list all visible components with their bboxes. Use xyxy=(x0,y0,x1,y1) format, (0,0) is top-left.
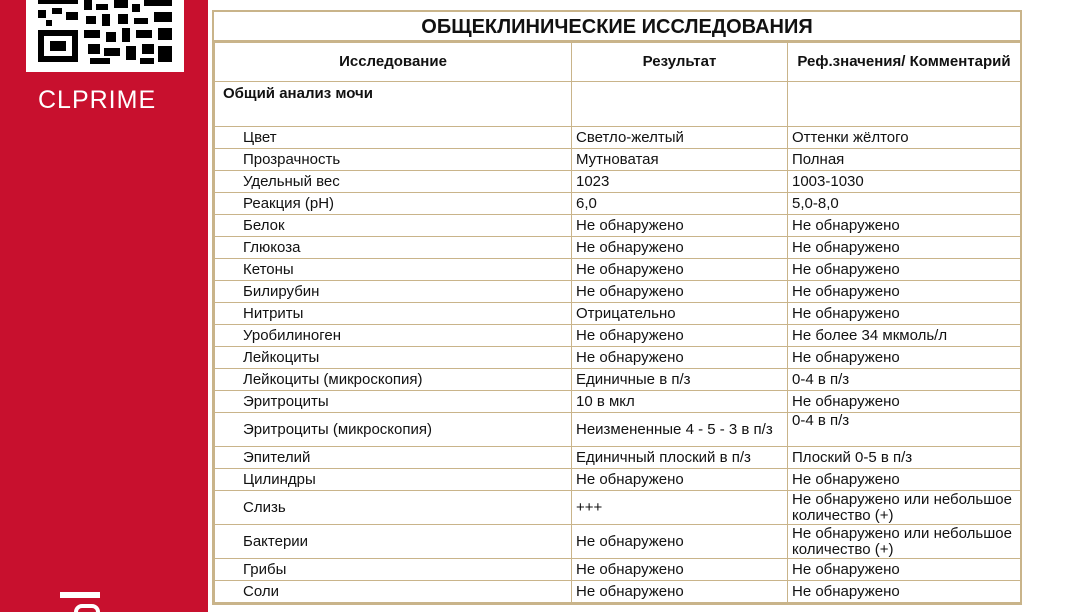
section-empty-cell xyxy=(572,82,788,127)
test-name: Эпителий xyxy=(215,447,572,469)
test-ref: 1003-1030 xyxy=(788,171,1021,193)
table-row xyxy=(215,325,1021,347)
table-row xyxy=(215,259,1021,281)
results-table xyxy=(214,42,1021,603)
qr-code xyxy=(26,0,184,72)
test-result: 1023 xyxy=(572,171,788,193)
table-row xyxy=(215,127,1021,149)
test-result: Не обнаружено xyxy=(572,525,788,559)
test-result: 6,0 xyxy=(572,193,788,215)
test-ref: Не обнаружено xyxy=(788,581,1021,603)
test-name: Реакция (pH) xyxy=(215,193,572,215)
test-ref: 5,0-8,0 xyxy=(788,193,1021,215)
brand-sidebar xyxy=(0,0,208,612)
test-ref: Не обнаружено xyxy=(788,469,1021,491)
test-result: Не обнаружено xyxy=(572,237,788,259)
test-ref: 0-4 в п/з xyxy=(788,369,1021,391)
test-name: Грибы xyxy=(215,559,572,581)
column-header-ref: Реф.значения/ Комментарий xyxy=(788,43,1021,82)
test-result: Не обнаружено xyxy=(572,281,788,303)
brand-mark-arc xyxy=(74,604,100,612)
test-name: Белок xyxy=(215,215,572,237)
section-empty-cell xyxy=(788,82,1021,127)
test-name: Удельный вес xyxy=(215,171,572,193)
table-row xyxy=(215,171,1021,193)
test-name: Глюкоза xyxy=(215,237,572,259)
table-row xyxy=(215,303,1021,325)
report-title: ОБЩЕКЛИНИЧЕСКИЕ ИССЛЕДОВАНИЯ xyxy=(214,12,1020,42)
table-row xyxy=(215,525,1021,559)
section-title: Общий анализ мочи xyxy=(215,82,572,127)
test-result: Не обнаружено xyxy=(572,469,788,491)
qr-code-icon xyxy=(34,0,176,68)
test-result: Отрицательно xyxy=(572,303,788,325)
test-name: Лейкоциты xyxy=(215,347,572,369)
table-row xyxy=(215,347,1021,369)
test-name: Бактерии xyxy=(215,525,572,559)
test-ref: Не обнаружено xyxy=(788,237,1021,259)
table-row xyxy=(215,369,1021,391)
test-result: Светло-желтый xyxy=(572,127,788,149)
table-row xyxy=(215,149,1021,171)
test-result: 10 в мкл xyxy=(572,391,788,413)
table-row xyxy=(215,469,1021,491)
report-panel xyxy=(212,10,1022,605)
test-name: Соли xyxy=(215,581,572,603)
table-row xyxy=(215,215,1021,237)
test-ref: Не обнаружено или небольшое количество (+) xyxy=(788,525,1021,559)
column-header-test: Исследование xyxy=(215,43,572,82)
test-result: Не обнаружено xyxy=(572,259,788,281)
test-ref: Не обнаружено xyxy=(788,391,1021,413)
test-name: Эритроциты xyxy=(215,391,572,413)
table-row xyxy=(215,447,1021,469)
test-ref: Не обнаружено xyxy=(788,303,1021,325)
table-row xyxy=(215,491,1021,525)
test-ref: Не обнаружено xyxy=(788,559,1021,581)
table-row xyxy=(215,193,1021,215)
test-name: Цвет xyxy=(215,127,572,149)
test-ref: Не обнаружено xyxy=(788,215,1021,237)
table-row xyxy=(215,581,1021,603)
test-ref: Не обнаружено xyxy=(788,259,1021,281)
brand-mark xyxy=(60,592,100,598)
test-name: Билирубин xyxy=(215,281,572,303)
column-header-result: Результат xyxy=(572,43,788,82)
test-result: Неизмененные 4 - 5 - 3 в п/з xyxy=(572,413,788,447)
test-ref: Не обнаружено xyxy=(788,281,1021,303)
test-result: Не обнаружено xyxy=(572,325,788,347)
test-ref: Не обнаружено xyxy=(788,347,1021,369)
table-row xyxy=(215,281,1021,303)
test-name: Слизь xyxy=(215,491,572,525)
test-ref: Не более 34 мкмоль/л xyxy=(788,325,1021,347)
test-name: Лейкоциты (микроскопия) xyxy=(215,369,572,391)
test-ref: Полная xyxy=(788,149,1021,171)
test-result: Не обнаружено xyxy=(572,559,788,581)
test-result: Не обнаружено xyxy=(572,215,788,237)
test-result: Единичный плоский в п/з xyxy=(572,447,788,469)
test-ref: Не обнаружено или небольшое количество (+) xyxy=(788,491,1021,525)
test-result: Не обнаружено xyxy=(572,581,788,603)
test-result: Единичные в п/з xyxy=(572,369,788,391)
test-name: Прозрачность xyxy=(215,149,572,171)
table-header-row xyxy=(215,43,1021,82)
section-row xyxy=(215,82,1021,127)
test-name: Кетоны xyxy=(215,259,572,281)
table-row xyxy=(215,559,1021,581)
test-ref: Плоский 0-5 в п/з xyxy=(788,447,1021,469)
table-row xyxy=(215,391,1021,413)
test-result: Мутноватая xyxy=(572,149,788,171)
test-name: Уробилиноген xyxy=(215,325,572,347)
test-ref: Оттенки жёлтого xyxy=(788,127,1021,149)
test-name: Эритроциты (микроскопия) xyxy=(215,413,572,447)
test-name: Нитриты xyxy=(215,303,572,325)
brand-logo-text: CLPRIME xyxy=(38,86,157,114)
test-name: Цилиндры xyxy=(215,469,572,491)
test-result: +++ xyxy=(572,491,788,525)
test-ref: 0-4 в п/з xyxy=(788,413,1021,447)
table-row xyxy=(215,413,1021,447)
test-result: Не обнаружено xyxy=(572,347,788,369)
table-row xyxy=(215,237,1021,259)
